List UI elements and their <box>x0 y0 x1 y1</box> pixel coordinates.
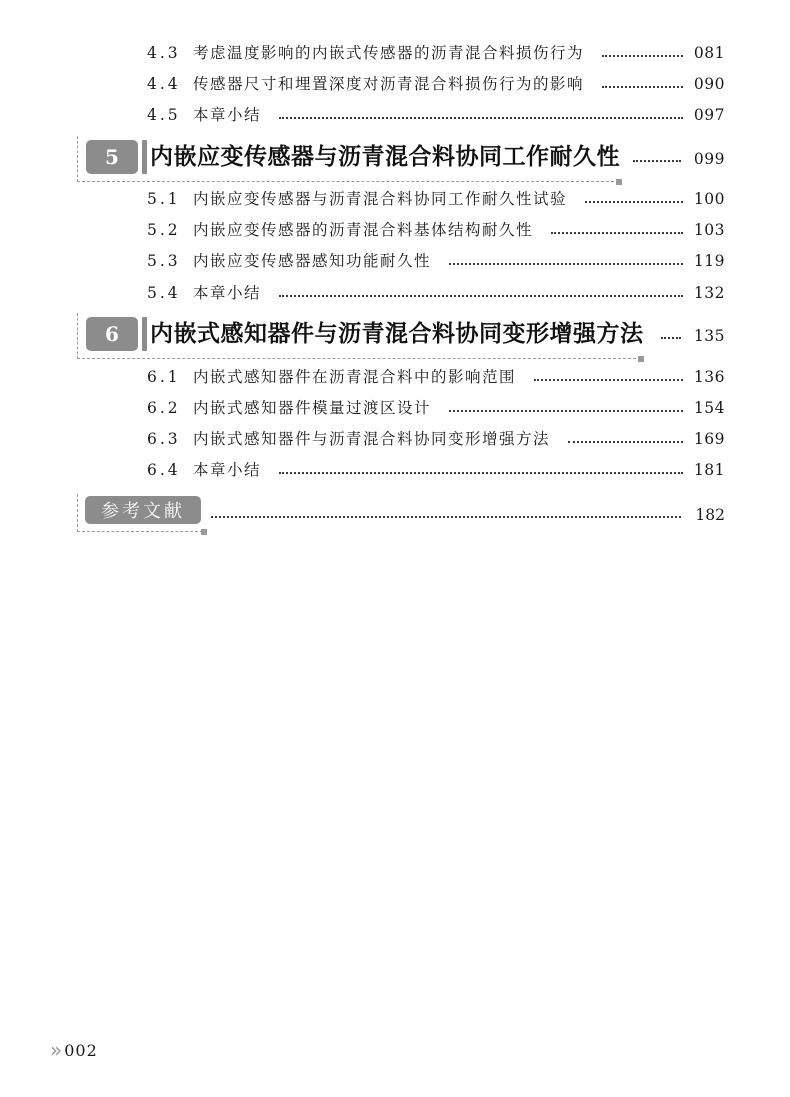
section-number: 6.4 <box>147 461 181 479</box>
chapter-heading-6[interactable] <box>77 313 725 359</box>
heading-frame-line <box>77 136 78 182</box>
references-heading[interactable] <box>77 494 725 532</box>
toc-entry[interactable] <box>147 395 725 421</box>
page-number: 182 <box>695 506 725 524</box>
section-title: 本章小结 <box>193 106 262 124</box>
chapter-number-badge: 5 <box>86 140 138 174</box>
dot-leader <box>279 472 683 474</box>
section-number: 4.4 <box>147 75 181 93</box>
section-title: 内嵌应变传感器的沥青混合料基体结构耐久性 <box>193 221 534 239</box>
references-badge: 参考文献 <box>85 496 201 524</box>
dot-leader <box>551 232 683 234</box>
dot-leader <box>534 379 683 381</box>
toc-entry[interactable] <box>147 102 725 128</box>
heading-corner-dot <box>638 356 644 362</box>
dot-leader <box>449 410 683 412</box>
toc-entry[interactable] <box>147 364 725 390</box>
footer-page-number: 002 <box>64 1040 98 1060</box>
section-title: 传感器尺寸和埋置深度对沥青混合料损伤行为的影响 <box>193 75 585 93</box>
heading-underline <box>77 181 619 182</box>
page-number: 136 <box>693 368 725 386</box>
dot-leader <box>661 337 681 339</box>
page-number: 099 <box>693 150 725 168</box>
dot-leader <box>279 117 683 119</box>
dot-leader <box>568 441 683 443</box>
badge-side-bar <box>142 317 147 351</box>
toc-entry[interactable] <box>147 217 725 243</box>
double-chevron-icon: » <box>50 1038 59 1062</box>
section-number: 5.4 <box>147 284 181 302</box>
section-title: 内嵌式感知器件与沥青混合料协同变形增强方法 <box>193 430 551 448</box>
section-number: 6.2 <box>147 399 181 417</box>
section-title: 本章小结 <box>193 284 262 302</box>
page-number: 132 <box>693 284 725 302</box>
heading-corner-dot <box>201 529 207 535</box>
section-number: 5.2 <box>147 221 181 239</box>
dot-leader <box>633 160 681 162</box>
dot-leader <box>602 86 683 88</box>
section-number: 6.1 <box>147 368 181 386</box>
heading-frame-line <box>77 494 78 532</box>
chapter-title: 内嵌式感知器件与沥青混合料协同变形增强方法 <box>150 321 644 347</box>
dot-leader <box>279 295 683 297</box>
heading-underline <box>77 358 641 359</box>
toc-entry[interactable] <box>147 248 725 274</box>
page-number: 090 <box>693 75 725 93</box>
toc-entry[interactable] <box>147 457 725 483</box>
page-number: 169 <box>693 430 725 448</box>
section-title: 内嵌式感知器件在沥青混合料中的影响范围 <box>193 368 517 386</box>
section-number: 5.3 <box>147 252 181 270</box>
page-number: 181 <box>693 461 725 479</box>
section-title: 考虑温度影响的内嵌式传感器的沥青混合料损伤行为 <box>193 44 585 62</box>
section-number: 4.3 <box>147 44 181 62</box>
section-number: 5.1 <box>147 190 181 208</box>
page-number: 103 <box>693 221 725 239</box>
toc-entry[interactable] <box>147 40 725 66</box>
dot-leader <box>211 516 681 518</box>
chapter-number-badge: 6 <box>86 317 138 351</box>
page-number: 119 <box>693 252 725 270</box>
dot-leader <box>602 55 683 57</box>
section-title: 内嵌式感知器件模量过渡区设计 <box>193 399 432 417</box>
chapter-heading-5[interactable] <box>77 136 725 182</box>
page-number: 081 <box>693 44 725 62</box>
toc-entry[interactable] <box>147 71 725 97</box>
heading-underline <box>77 531 203 532</box>
heading-frame-line <box>77 313 78 359</box>
page-footer <box>50 1038 98 1062</box>
page-number: 100 <box>693 190 725 208</box>
toc-entry[interactable] <box>147 186 725 212</box>
toc-entry[interactable] <box>147 426 725 452</box>
section-title: 内嵌应变传感器与沥青混合料协同工作耐久性试验 <box>193 190 568 208</box>
section-number: 6.3 <box>147 430 181 448</box>
chapter-title: 内嵌应变传感器与沥青混合料协同工作耐久性 <box>150 144 620 170</box>
heading-corner-dot <box>616 179 622 185</box>
dot-leader <box>449 263 683 265</box>
section-title: 本章小结 <box>193 461 262 479</box>
page-number: 097 <box>693 106 725 124</box>
dot-leader <box>585 201 683 203</box>
badge-side-bar <box>142 140 147 174</box>
section-number: 4.5 <box>147 106 181 124</box>
page-number: 135 <box>693 327 725 345</box>
toc-entry[interactable] <box>147 280 725 306</box>
page-number: 154 <box>693 399 725 417</box>
section-title: 内嵌应变传感器感知功能耐久性 <box>193 252 432 270</box>
